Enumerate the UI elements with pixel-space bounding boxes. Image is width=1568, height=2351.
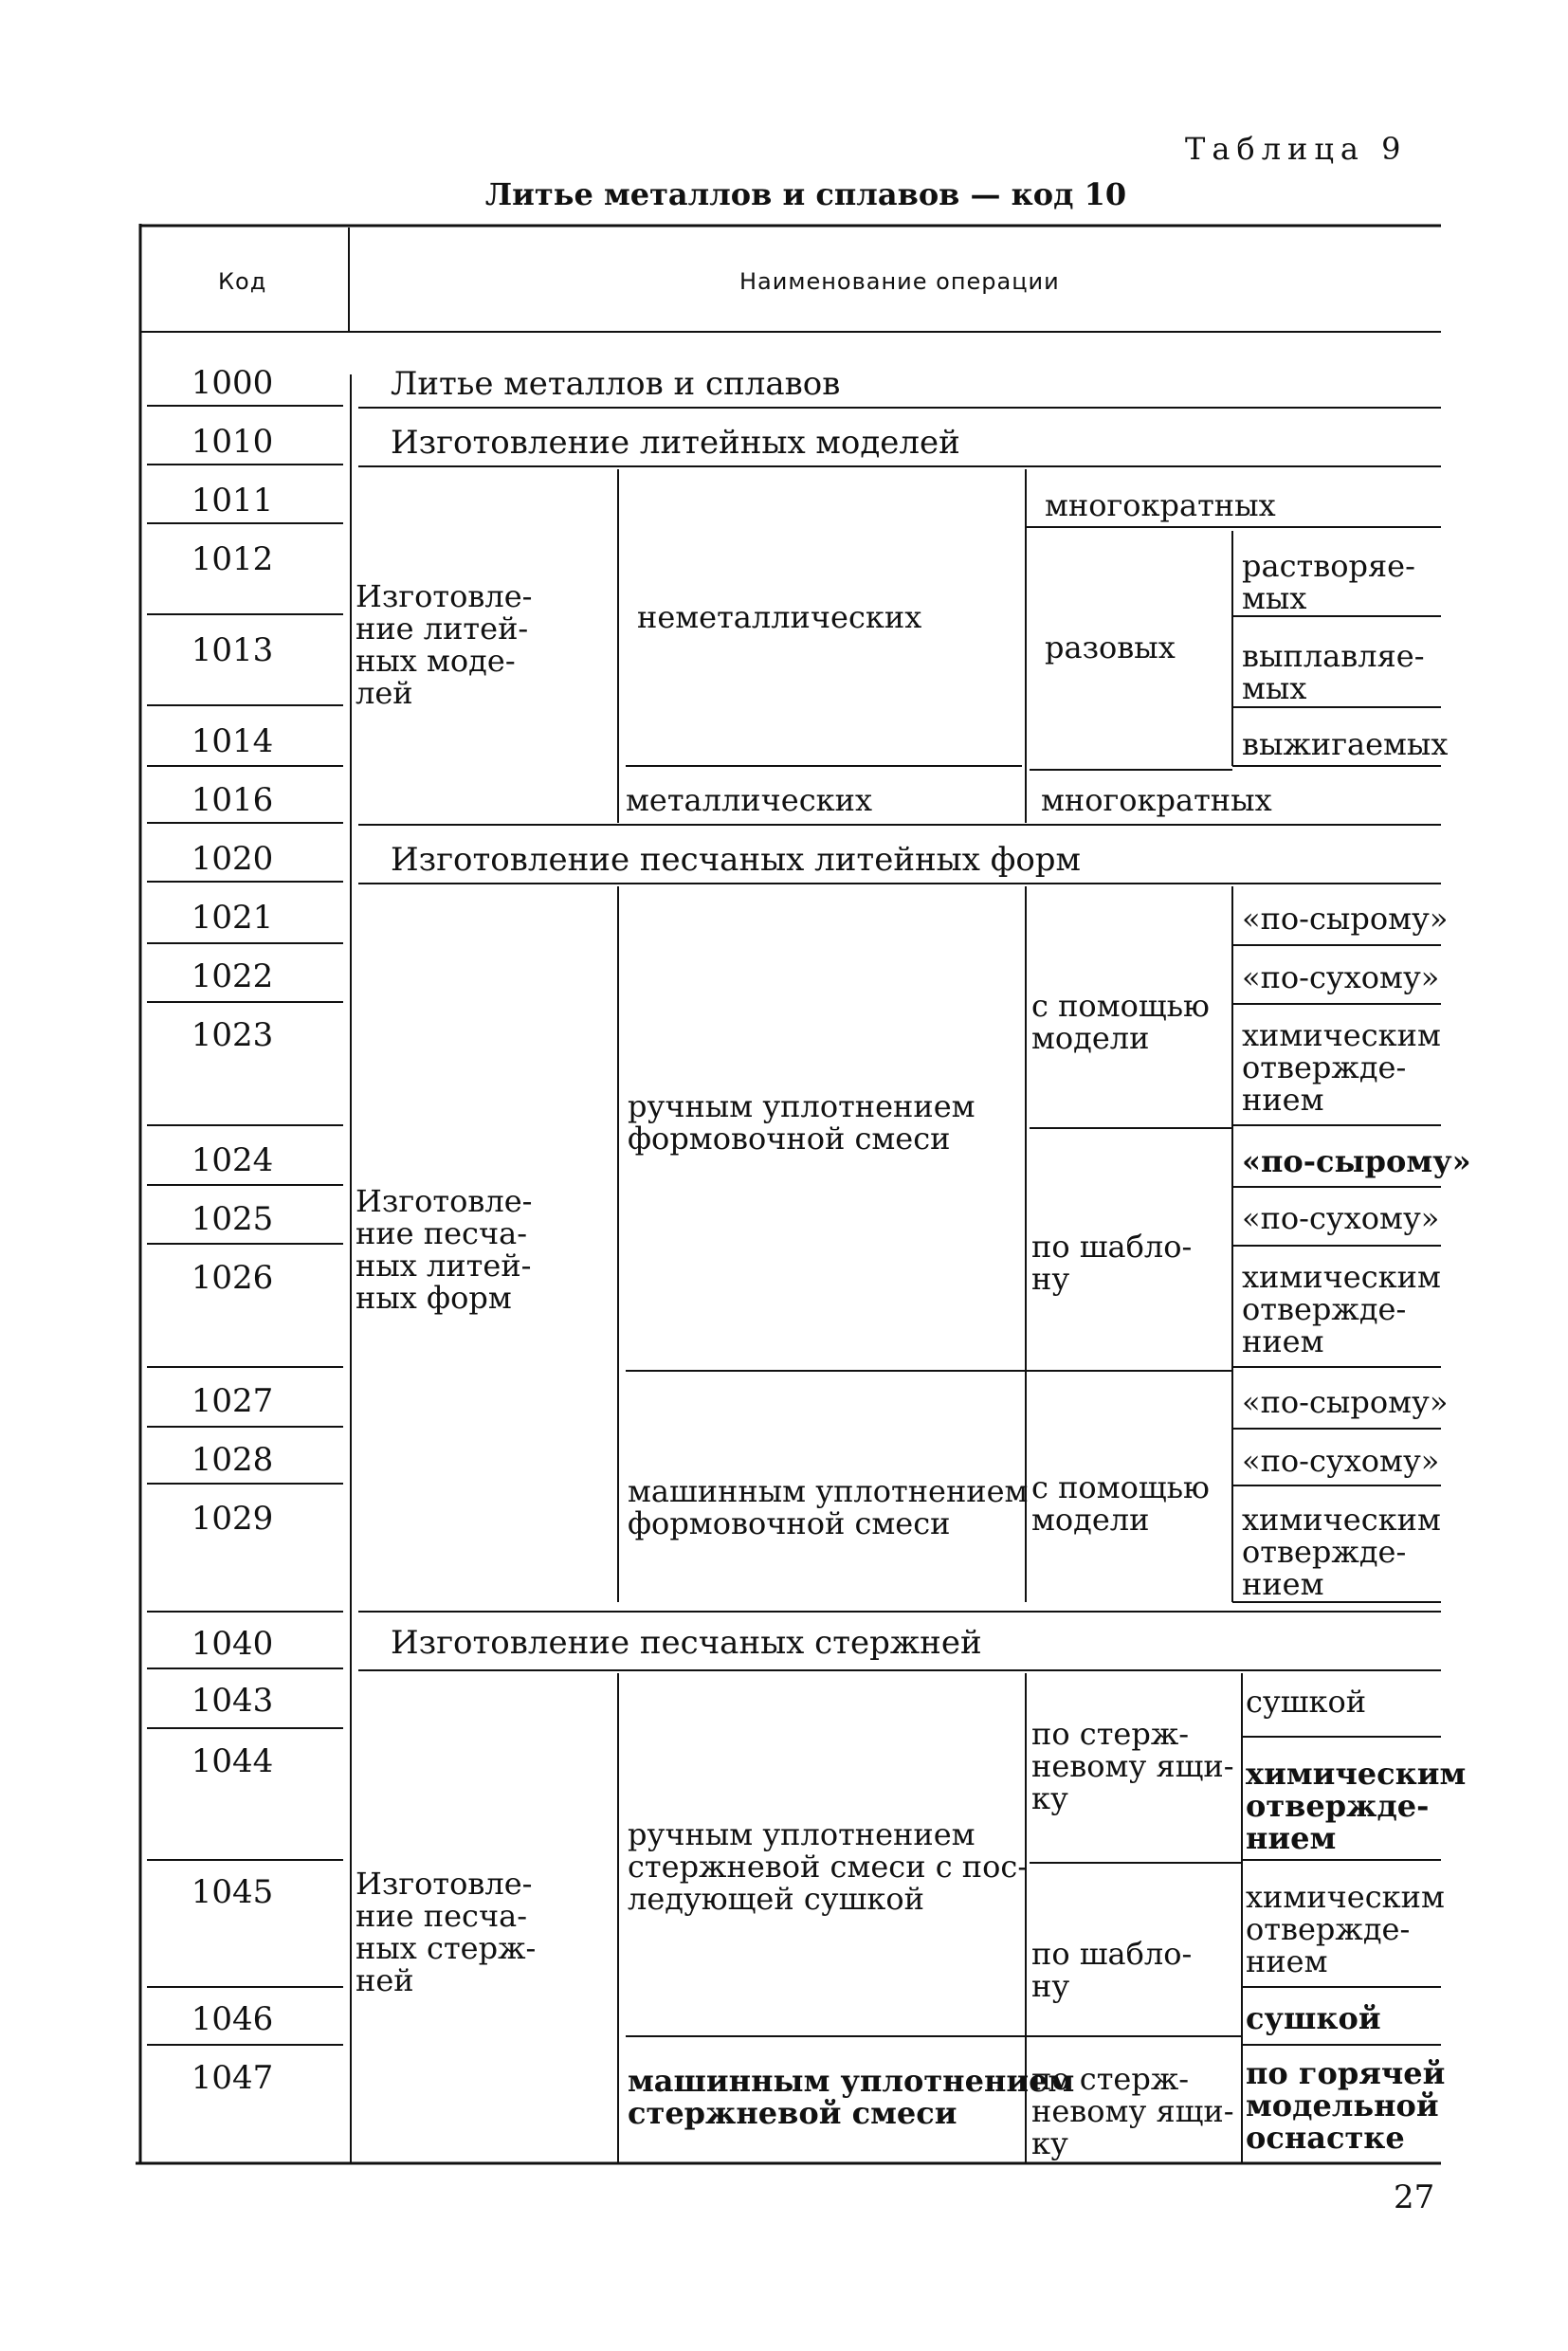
- code-1046: 1046: [191, 2000, 274, 2038]
- code-1040: 1040: [191, 1625, 274, 1663]
- detail-meltable: выплавляе- мых: [1242, 638, 1425, 706]
- section-heading-1020: Изготовление песчаных литейных форм: [391, 841, 1081, 879]
- detail-wet-3: «по-сырому»: [1242, 1384, 1449, 1420]
- type-single: разовых: [1045, 629, 1176, 665]
- means-template-2: по шабло- ну: [1031, 1936, 1193, 2004]
- type-multi-1: многократных: [1045, 487, 1276, 523]
- means-model-1: с помощью модели: [1031, 988, 1210, 1056]
- detail-burnable: выжигаемых: [1242, 726, 1449, 762]
- method-manual-core: ручным уплотнением стержневой смеси с пос- ледующей сушкой: [628, 1816, 1029, 1917]
- page-number: 27: [1394, 2178, 1435, 2216]
- detail-dry-2: «по-сухому»: [1242, 1200, 1440, 1236]
- code-1044: 1044: [191, 1742, 274, 1780]
- code-1011: 1011: [191, 482, 274, 519]
- code-1021: 1021: [191, 899, 274, 937]
- code-1022: 1022: [191, 957, 274, 995]
- code-1012: 1012: [191, 540, 274, 578]
- method-machine-form: машинным уплотнением формовочной смеси: [628, 1473, 1029, 1541]
- code-1024: 1024: [191, 1141, 274, 1179]
- code-1026: 1026: [191, 1259, 274, 1297]
- material-metal: металлических: [626, 782, 872, 818]
- section-heading-1040: Изготовление песчаных стержней: [391, 1624, 982, 1662]
- header-code: Код: [218, 268, 267, 295]
- detail-soluble: растворяе- мых: [1242, 548, 1415, 616]
- group-label-models: Изготовле- ние литей- ных моде- лей: [356, 578, 533, 711]
- code-1020: 1020: [191, 840, 274, 878]
- means-corebox-1: по стерж- невому ящи- ку: [1031, 1716, 1234, 1816]
- code-1010: 1010: [191, 423, 274, 461]
- code-1045: 1045: [191, 1873, 274, 1911]
- code-1014: 1014: [191, 722, 274, 760]
- type-multi-2: многократных: [1041, 782, 1272, 818]
- section-heading-1010: Изготовление литейных моделей: [391, 424, 960, 462]
- code-1023: 1023: [191, 1016, 274, 1054]
- detail-wet-1: «по-сырому»: [1242, 901, 1449, 937]
- detail-hot-tooling: по горячей модельной оснастке: [1246, 2055, 1446, 2156]
- section-heading-1000: Литье металлов и сплавов: [391, 365, 841, 403]
- detail-wet-2: «по-сырому»: [1242, 1143, 1471, 1179]
- detail-drying-2: сушкой: [1246, 2000, 1381, 2036]
- header-operation-name: Наименование операции: [739, 268, 1060, 295]
- detail-chem-5: химическим отвержде- нием: [1246, 1879, 1445, 1979]
- detail-drying-1: сушкой: [1246, 1684, 1367, 1720]
- code-1000: 1000: [191, 364, 274, 402]
- means-template-1: по шабло- ну: [1031, 1229, 1193, 1297]
- code-1027: 1027: [191, 1382, 274, 1420]
- detail-chem-1: химическим отвержде- нием: [1242, 1017, 1441, 1118]
- means-model-2: с помощью модели: [1031, 1469, 1210, 1538]
- method-machine-core: машинным уплотнением стержневой смеси: [628, 2063, 1075, 2131]
- code-1043: 1043: [191, 1682, 274, 1720]
- table-label: Таблица 9: [1185, 131, 1408, 167]
- method-manual-form: ручным уплотнением формовочной смеси: [628, 1088, 975, 1157]
- table-title: Литье металлов и сплавов — код 10: [484, 176, 1127, 212]
- detail-chem-2: химическим отвержде- нием: [1242, 1259, 1441, 1359]
- detail-chem-4: химическим отвержде- нием: [1246, 1756, 1467, 1856]
- means-corebox-2: по стерж- невому ящи- ку: [1031, 2061, 1234, 2161]
- group-label-forms: Изготовле- ние песча- ных литей- ных форм: [356, 1183, 533, 1316]
- code-1025: 1025: [191, 1200, 274, 1238]
- code-1047: 1047: [191, 2059, 274, 2097]
- detail-dry-1: «по-сухому»: [1242, 959, 1440, 995]
- code-1016: 1016: [191, 781, 274, 819]
- code-1028: 1028: [191, 1441, 274, 1479]
- material-nonmetal: неметаллических: [637, 599, 922, 635]
- code-1029: 1029: [191, 1500, 274, 1538]
- code-1013: 1013: [191, 631, 274, 669]
- group-label-cores: Изготовле- ние песча- ных стерж- ней: [356, 1866, 537, 1998]
- detail-dry-3: «по-сухому»: [1242, 1443, 1440, 1479]
- detail-chem-3: химическим отвержде- нием: [1242, 1502, 1441, 1602]
